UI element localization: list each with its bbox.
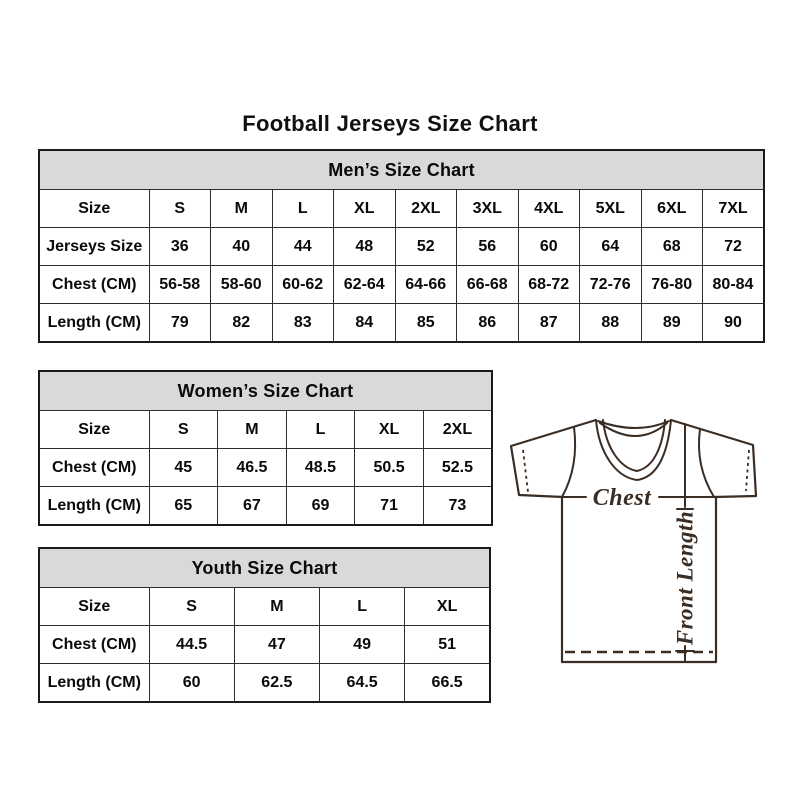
value-cell: 71 bbox=[355, 487, 424, 526]
value-cell: 76-80 bbox=[641, 266, 703, 304]
value-cell: 90 bbox=[703, 304, 765, 343]
value-cell: 72 bbox=[703, 228, 765, 266]
value-cell: 2XL bbox=[423, 411, 492, 449]
value-cell: XL bbox=[405, 588, 490, 626]
table-row bbox=[39, 449, 492, 487]
value-cell: 66-68 bbox=[457, 266, 519, 304]
value-cell: 7XL bbox=[703, 190, 765, 228]
value-cell: S bbox=[149, 588, 234, 626]
value-cell: 60 bbox=[518, 228, 580, 266]
value-cell: 48.5 bbox=[286, 449, 355, 487]
value-cell: 60 bbox=[149, 664, 234, 703]
value-cell: 44.5 bbox=[149, 626, 234, 664]
value-cell: 56-58 bbox=[149, 266, 211, 304]
table-row bbox=[39, 190, 764, 228]
collar-back-arc-1 bbox=[598, 421, 669, 428]
value-cell: M bbox=[211, 190, 273, 228]
front-length-label: Front Length bbox=[672, 510, 698, 646]
chest-label: Chest bbox=[592, 485, 652, 511]
womens-size-table-grid bbox=[38, 370, 493, 526]
value-cell: S bbox=[149, 190, 211, 228]
row-label-cell: Size bbox=[39, 588, 149, 626]
value-cell: 45 bbox=[149, 449, 218, 487]
table-row bbox=[39, 487, 492, 526]
row-label-cell: Size bbox=[39, 190, 149, 228]
table-row bbox=[39, 304, 764, 343]
table-row bbox=[39, 626, 490, 664]
row-label-cell: Length (CM) bbox=[39, 664, 149, 703]
youth-size-table bbox=[38, 547, 491, 703]
womens-table-title: Women’s Size Chart bbox=[39, 371, 492, 411]
value-cell: 3XL bbox=[457, 190, 519, 228]
value-cell: 83 bbox=[272, 304, 334, 343]
table-row bbox=[39, 228, 764, 266]
value-cell: 72-76 bbox=[580, 266, 642, 304]
row-label-cell: Jerseys Size bbox=[39, 228, 149, 266]
right-armhole-seam bbox=[699, 429, 714, 497]
row-label-cell: Chest (CM) bbox=[39, 626, 149, 664]
value-cell: XL bbox=[334, 190, 396, 228]
value-cell: 79 bbox=[149, 304, 211, 343]
jersey-measurement-diagram bbox=[496, 398, 783, 678]
value-cell: XL bbox=[355, 411, 424, 449]
table-row bbox=[39, 411, 492, 449]
value-cell: 88 bbox=[580, 304, 642, 343]
value-cell: 62.5 bbox=[234, 664, 319, 703]
value-cell: 5XL bbox=[580, 190, 642, 228]
right-cuff-stitch bbox=[746, 450, 749, 491]
value-cell: 73 bbox=[423, 487, 492, 526]
youth-table-title: Youth Size Chart bbox=[39, 548, 490, 588]
value-cell: 66.5 bbox=[405, 664, 490, 703]
value-cell: 47 bbox=[234, 626, 319, 664]
value-cell: L bbox=[286, 411, 355, 449]
value-cell: 60-62 bbox=[272, 266, 334, 304]
row-label-cell: Chest (CM) bbox=[39, 266, 149, 304]
value-cell: 40 bbox=[211, 228, 273, 266]
value-cell: S bbox=[149, 411, 218, 449]
value-cell: 64.5 bbox=[320, 664, 405, 703]
value-cell: L bbox=[320, 588, 405, 626]
value-cell: 4XL bbox=[518, 190, 580, 228]
value-cell: 87 bbox=[518, 304, 580, 343]
value-cell: 52 bbox=[395, 228, 457, 266]
womens-size-table bbox=[38, 370, 493, 526]
value-cell: 2XL bbox=[395, 190, 457, 228]
mens-size-table-grid bbox=[38, 149, 765, 343]
value-cell: 58-60 bbox=[211, 266, 273, 304]
value-cell: 6XL bbox=[641, 190, 703, 228]
row-label-cell: Chest (CM) bbox=[39, 449, 149, 487]
value-cell: 68 bbox=[641, 228, 703, 266]
value-cell: 49 bbox=[320, 626, 405, 664]
value-cell: M bbox=[234, 588, 319, 626]
value-cell: 62-64 bbox=[334, 266, 396, 304]
value-cell: 85 bbox=[395, 304, 457, 343]
value-cell: 56 bbox=[457, 228, 519, 266]
value-cell: 82 bbox=[211, 304, 273, 343]
value-cell: 69 bbox=[286, 487, 355, 526]
value-cell: 86 bbox=[457, 304, 519, 343]
table-row bbox=[39, 266, 764, 304]
value-cell: 36 bbox=[149, 228, 211, 266]
row-label-cell: Length (CM) bbox=[39, 304, 149, 343]
table-row bbox=[39, 588, 490, 626]
value-cell: 89 bbox=[641, 304, 703, 343]
row-label-cell: Size bbox=[39, 411, 149, 449]
value-cell: 68-72 bbox=[518, 266, 580, 304]
value-cell: L bbox=[272, 190, 334, 228]
mens-table-title: Men’s Size Chart bbox=[39, 150, 764, 190]
value-cell: 51 bbox=[405, 626, 490, 664]
row-label-cell: Length (CM) bbox=[39, 487, 149, 526]
value-cell: M bbox=[218, 411, 287, 449]
value-cell: 48 bbox=[334, 228, 396, 266]
value-cell: 84 bbox=[334, 304, 396, 343]
value-cell: 64-66 bbox=[395, 266, 457, 304]
value-cell: 65 bbox=[149, 487, 218, 526]
value-cell: 80-84 bbox=[703, 266, 765, 304]
value-cell: 44 bbox=[272, 228, 334, 266]
value-cell: 50.5 bbox=[355, 449, 424, 487]
value-cell: 46.5 bbox=[218, 449, 287, 487]
youth-size-table-grid bbox=[38, 547, 491, 703]
left-cuff-stitch bbox=[523, 450, 528, 492]
value-cell: 64 bbox=[580, 228, 642, 266]
page-title: Football Jerseys Size Chart bbox=[242, 110, 538, 136]
value-cell: 67 bbox=[218, 487, 287, 526]
value-cell: 52.5 bbox=[423, 449, 492, 487]
mens-size-table bbox=[38, 149, 765, 343]
table-row bbox=[39, 664, 490, 703]
left-armhole-seam bbox=[562, 427, 575, 497]
